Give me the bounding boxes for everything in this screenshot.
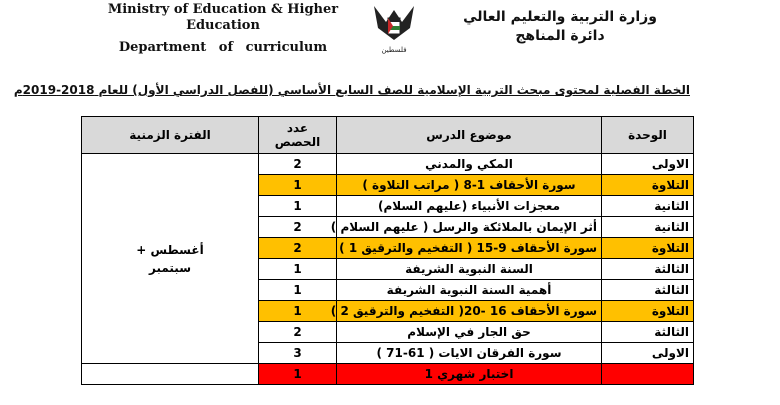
ministry-name-ar: وزارة التربية والتعليم العالي [463,9,657,25]
topic-cell: السنة النبوية الشريفة [337,259,602,280]
header-count-line2: الحصص [274,135,321,149]
unit-cell: الثانية [602,217,694,238]
header-english [88,2,358,56]
lesson-count-cell: 3 [259,343,337,364]
table-row [82,154,694,175]
header-unit: الوحدة [602,117,694,154]
period-line1: أغسطس + [136,242,204,257]
topic-cell: سورة الأحقاف 1-8 ( مراتب التلاوة ) [337,175,602,196]
palestine-eagle-emblem-icon [366,0,422,56]
header-count [259,117,337,154]
lesson-count-cell: 1 [259,259,337,280]
unit-cell: الثالثة [602,259,694,280]
ministry-name-en: Ministry of Education & Higher Education [107,2,339,33]
topic-cell: أثر الإيمان بالملائكة والرسل ( عليهم السلام ) [337,217,602,238]
unit-cell: الاولى [602,154,694,175]
table-row [82,364,694,385]
lesson-count-cell: 1 [259,175,337,196]
lesson-count-cell: 1 [259,196,337,217]
unit-cell [602,364,694,385]
topic-cell: سورة الأحقاف 9-15 ( التفخيم والترقيق 1 ) [337,238,602,259]
table-header-row [82,117,694,154]
department-name-en: Department of curriculum [118,40,328,55]
lesson-count-cell: 2 [259,154,337,175]
lesson-count-cell: 1 [259,280,337,301]
department-name-ar: دائرة المناهج [515,28,605,44]
unit-cell: التلاوة [602,175,694,196]
unit-cell: الثانية [602,196,694,217]
emblem-label: فلسطين [381,46,407,54]
topic-cell: اختبار شهري 1 [337,364,602,385]
period-cell [82,154,259,364]
topic-cell: سورة الأحقاف 16 -20( التفخيم والترقيق 2 ) [337,301,602,322]
header-count-line1: عدد [286,121,309,135]
period-cell-empty [82,364,259,385]
unit-cell: التلاوة [602,238,694,259]
topic-cell: معجزات الأنبياء (عليهم السلام) [337,196,602,217]
document-title: الخطة الفصلية لمحتوى مبحث التربية الإسلامية للصف السابع الأساسي (للفصل الدراسي الأول) للعام 2018-2019م [13,83,690,97]
lesson-count-cell: 2 [259,322,337,343]
topic-cell: المكي والمدني [337,154,602,175]
lesson-count-cell: 1 [259,301,337,322]
semester-plan-table [81,116,694,385]
header-arabic [450,4,670,45]
period-line2: سبتمبر [148,260,191,275]
topic-cell: حق الجار في الإسلام [337,322,602,343]
unit-cell: التلاوة [602,301,694,322]
lesson-count-cell: 1 [259,364,337,385]
topic-cell: أهمية السنة النبوية الشريفة [337,280,602,301]
unit-cell: الثالثة [602,322,694,343]
topic-cell: سورة الفرقان الايات ( 61-71 ) [337,343,602,364]
lesson-count-cell: 2 [259,217,337,238]
unit-cell: الثالثة [602,280,694,301]
header-period: الفترة الزمنية [82,117,259,154]
lesson-count-cell: 2 [259,238,337,259]
unit-cell: الاولى [602,343,694,364]
header-topic: موضوع الدرس [337,117,602,154]
